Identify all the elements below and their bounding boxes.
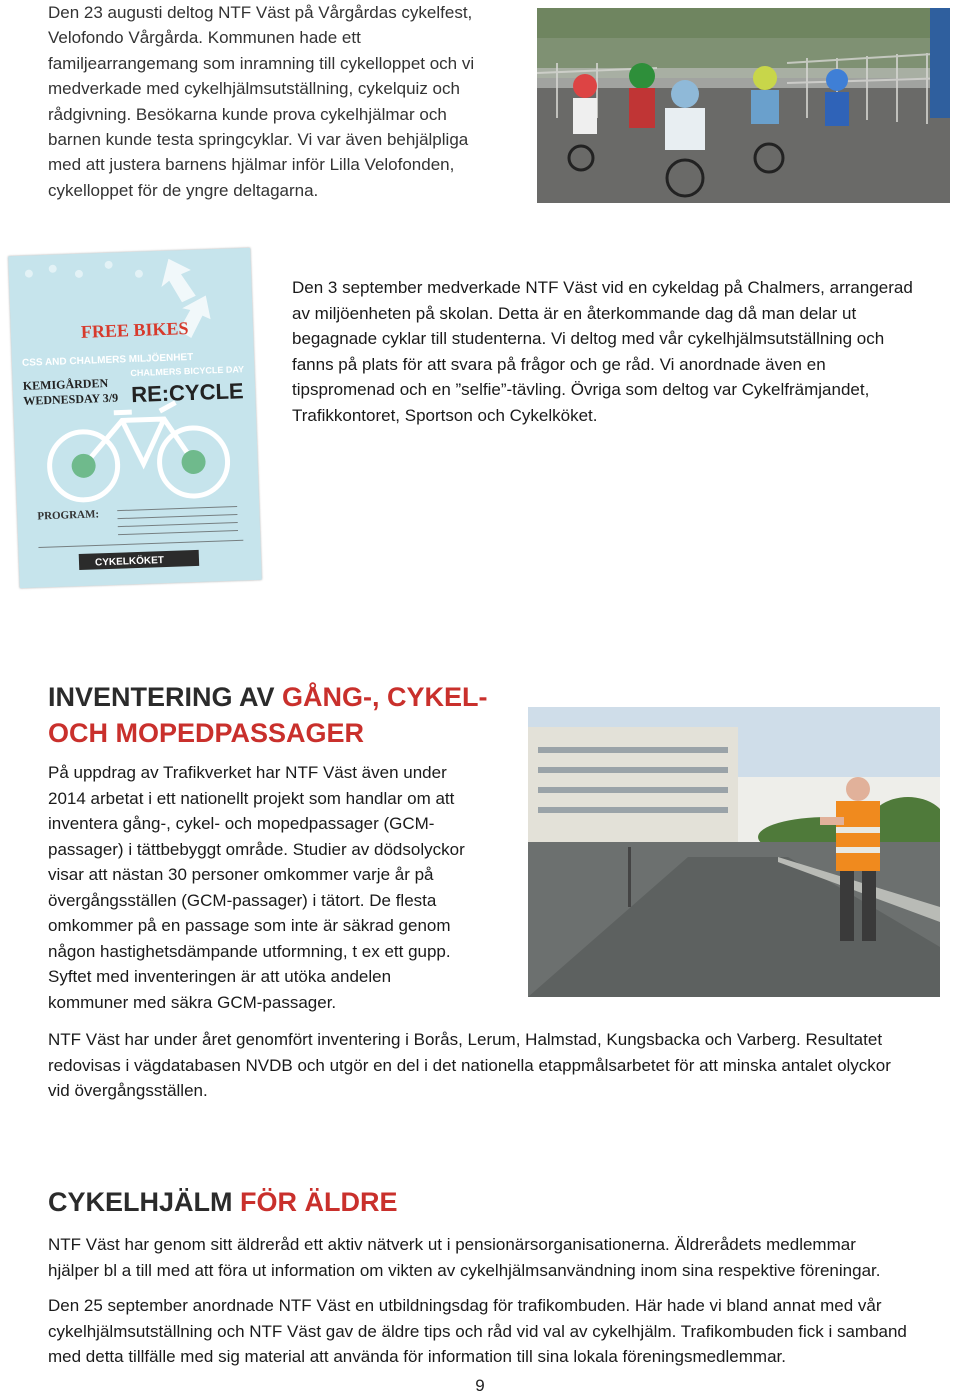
chalmers-line: Den 3 september medverkade NTF Väst vid en cykeldag på Chalmers, arrangerad bbox=[292, 278, 913, 297]
intro-line: cykelloppet för de yngre deltagarna. bbox=[48, 180, 319, 200]
aldre-line: Den 25 september anordnade NTF Väst en utbildningsdag för trafikombuden. Här hade vi bland annat med vår bbox=[48, 1296, 882, 1315]
poster-date: WEDNESDAY 3/9 bbox=[23, 390, 119, 408]
heading-red-part: FÖR ÄLDRE bbox=[240, 1187, 398, 1217]
heading-dark-part: INVENTERING AV bbox=[48, 682, 283, 712]
section-heading-inventering bbox=[48, 679, 518, 751]
results-line: redovisas i vägdatabasen NVDB och utgör en del i det nationella etappmålsarbetet för att minska antalet olyckor bbox=[48, 1055, 891, 1075]
street-illustration bbox=[528, 707, 940, 997]
inventering-line: någon hastighetsdämpande utformning, t ex ett gupp. bbox=[48, 941, 451, 961]
poster-recycle: RE:CYCLE bbox=[130, 378, 245, 408]
intro-line: Velofondo Vårgårda. Kommunen hade ett bbox=[48, 28, 361, 48]
intro-line: familjearrangemang som inramning till cykelloppet och vi bbox=[48, 53, 475, 73]
section-heading-cykelhjalm bbox=[48, 1184, 648, 1220]
poster-event-line1: CSS AND CHALMERS MILJÖENHET bbox=[21, 351, 194, 369]
poster-event-line2: CHALMERS BICYCLE DAY bbox=[130, 364, 245, 379]
poster-program: PROGRAM: bbox=[37, 508, 100, 523]
children-cycling-illustration bbox=[537, 8, 950, 203]
chalmers-line: fanns på plats för att svara på frågor och ge råd. Vi anordnade även en bbox=[292, 354, 826, 374]
inventering-results-paragraph bbox=[48, 1027, 943, 1104]
inventering-line: visar att nästan 30 personer omkommer varje år på bbox=[48, 865, 434, 884]
aldre-paragraph-1 bbox=[48, 1232, 943, 1283]
heading-dark-part: CYKELHJÄLM bbox=[48, 1187, 241, 1217]
chalmers-line: av miljöenheten på skolan. Detta är en återkommande dag då man delar ut bbox=[292, 303, 857, 323]
poster-place: KEMIGÅRDEN bbox=[22, 375, 109, 393]
inventering-paragraph bbox=[48, 760, 498, 1015]
chalmers-line: begagnade cyklar till studenterna. Vi deltog med vår cykelhjälmsutställning och bbox=[292, 329, 885, 348]
poster-artwork bbox=[8, 248, 261, 588]
page-number: 9 bbox=[475, 1376, 485, 1395]
chalmers-line: tipspromenad och en ”selfie”-tävling. Övriga som deltog var Cykelfrämjandet, bbox=[292, 380, 870, 399]
inventering-line: omkommer på en passage som inte är säkrad genom bbox=[48, 916, 451, 935]
intro-line: barnen kunde testa springcyklar. Vi var även behjälpliga bbox=[48, 130, 469, 150]
street-inventory-photo bbox=[528, 707, 940, 997]
aldre-line: cykelhjälmsutställning och NTF Väst gav de äldre tips och råd vid val av cykelhjälm. Trafikombuden fick i samband bbox=[48, 1321, 907, 1341]
results-line: vid övergångsställen. bbox=[48, 1081, 208, 1100]
heading-red-part: GÅNG-, CYKEL- bbox=[282, 682, 488, 712]
intro-line: medverkade med cykelhjälmsutställning, cykelquiz och bbox=[48, 79, 460, 99]
aldre-line: NTF Väst har genom sitt äldreråd ett aktiv nätverk ut i pensionärsorganisationerna. Äldrerådets medlemmar bbox=[48, 1235, 856, 1254]
inventering-line: inventera gång-, cykel- och mopedpassager (GCM- bbox=[48, 814, 435, 833]
chalmers-paragraph bbox=[292, 275, 952, 428]
chalmers-line: Trafikkontoret, Sportson och Cykelköket. bbox=[292, 405, 598, 425]
inventering-line: Syftet med inventeringen är att utöka andelen bbox=[48, 967, 392, 986]
recycle-poster bbox=[8, 248, 261, 588]
aldre-line: med detta tillfälle med sig material att använda för information till sina lokala föreningsmedlemmar. bbox=[48, 1347, 786, 1366]
heading-red-part-2: OCH MOPEDPASSAGER bbox=[48, 718, 365, 748]
inventering-line: övergångsställen (GCM-passager) i tätort. De flesta bbox=[48, 890, 437, 910]
children-cycling-photo bbox=[537, 8, 950, 203]
aldre-paragraph-2 bbox=[48, 1293, 943, 1370]
inventering-line: kommuner med säkra GCM-passager. bbox=[48, 992, 337, 1012]
aldre-line: hjälper bl a till med att föra ut information om vikten av cykelhjälmsanvändning inom sina respektive föreningar. bbox=[48, 1260, 881, 1280]
poster-free-bikes: FREE BIKES bbox=[80, 318, 189, 342]
inventering-line: passager) i tättbebyggt område. Studier av dödsolyckor bbox=[48, 839, 465, 859]
poster-brand: CYKELKÖKET bbox=[94, 555, 165, 569]
results-line: NTF Väst har under året genomfört inventering i Borås, Lerum, Halmstad, Kungsbacka och Varberg. Resultatet bbox=[48, 1030, 883, 1049]
intro-line: rådgivning. Besökarna kunde prova cykelhjälmar och bbox=[48, 104, 447, 124]
inventering-line: 2014 arbetat i ett nationellt projekt som handlar om att bbox=[48, 788, 455, 808]
inventering-line: På uppdrag av Trafikverket har NTF Väst även under bbox=[48, 763, 447, 782]
intro-line: med att justera barnens hjälmar inför Lilla Velofonden, bbox=[48, 155, 455, 175]
intro-line: Den 23 augusti deltog NTF Väst på Vårgårdas cykelfest, bbox=[48, 3, 473, 22]
intro-paragraph bbox=[48, 0, 508, 203]
